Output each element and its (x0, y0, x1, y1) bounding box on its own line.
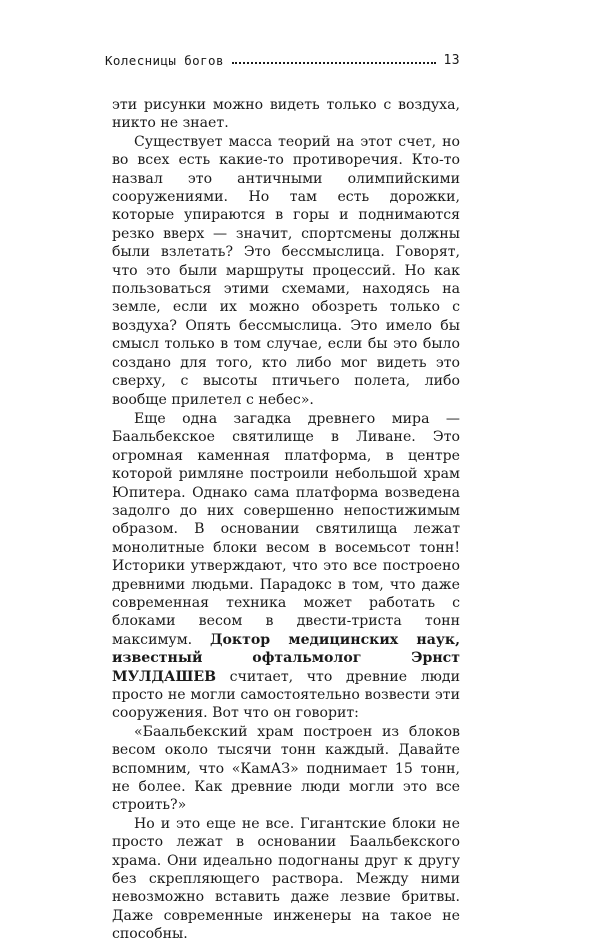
running-title: Колесницы богов (105, 52, 224, 68)
paragraph-1: эти рисунки можно видеть только с воздуха, никто не знает. (112, 97, 460, 132)
body-text (112, 96, 460, 944)
paragraph-3-text-start: Еще одна загадка древнего мира — Баальбекское святилище в Ливане. Это огромная каменная платформа, в центре которой римляне построили небольшой храм Юпитера. Однако сама платформа возведена задолго до них совершенно непостижимым образом. В основании святилища лежат монолитные блоки весом в восемьсот тонн! Историки утверждают, что это все построено древними людьми. Парадокс в том, что даже современная техника может работать с блоками весом в двести-триста тонн максимум. (112, 410, 460, 648)
paragraph-5: Но и это еще не все. Гигантские блоки не просто лежат в основании Баальбекского храма. Они идеально подогнаны друг к другу без скрепляющего раствора. Между ними невозможно вставить даже лезвие бритвы. Даже современные инженеры на такое не способны. (112, 815, 460, 943)
running-head (105, 50, 460, 70)
paragraph-3 (112, 410, 460, 723)
dot-leader (232, 62, 436, 64)
page-number: 13 (443, 52, 460, 68)
paragraph-2: Существует масса теорий на этот счет, но во всех есть какие-то противоречия. Кто-то назвал это античными олимпийскими сооружениями. Но там есть дорожки, которые упираются в горы и поднимаются резко вверх — значит, спортсмены должны были взлетать? Это бессмыслица. Говорят, что это были маршруты процессий. Но как пользоваться этими схемами, находясь на земле, если их можно обозреть только с воздуха? Опять бессмыслица. Это имело бы смысл только в том случае, если бы это было создано для того, кто либо мог видеть это сверху, с высоты птичьего полета, либо вообще прилетел с небес». (112, 133, 460, 408)
paragraph-3-text-end: считает, что древние люди просто не могли самостоятельно возвести эти сооружения. Вот что он говорит: (112, 668, 460, 722)
paragraph-3-bold-text: Доктор медицинских наук, известный офтальмолог Эрнст МУЛДАШЕВ (112, 631, 460, 685)
paragraph-4-quote: «Баальбекский храм построен из блоков весом около тысячи тонн каждый. Давайте вспомним, что «КамАЗ» поднимает 15 тонн, не более. Как древние люди могли это все строить?» (112, 723, 460, 814)
